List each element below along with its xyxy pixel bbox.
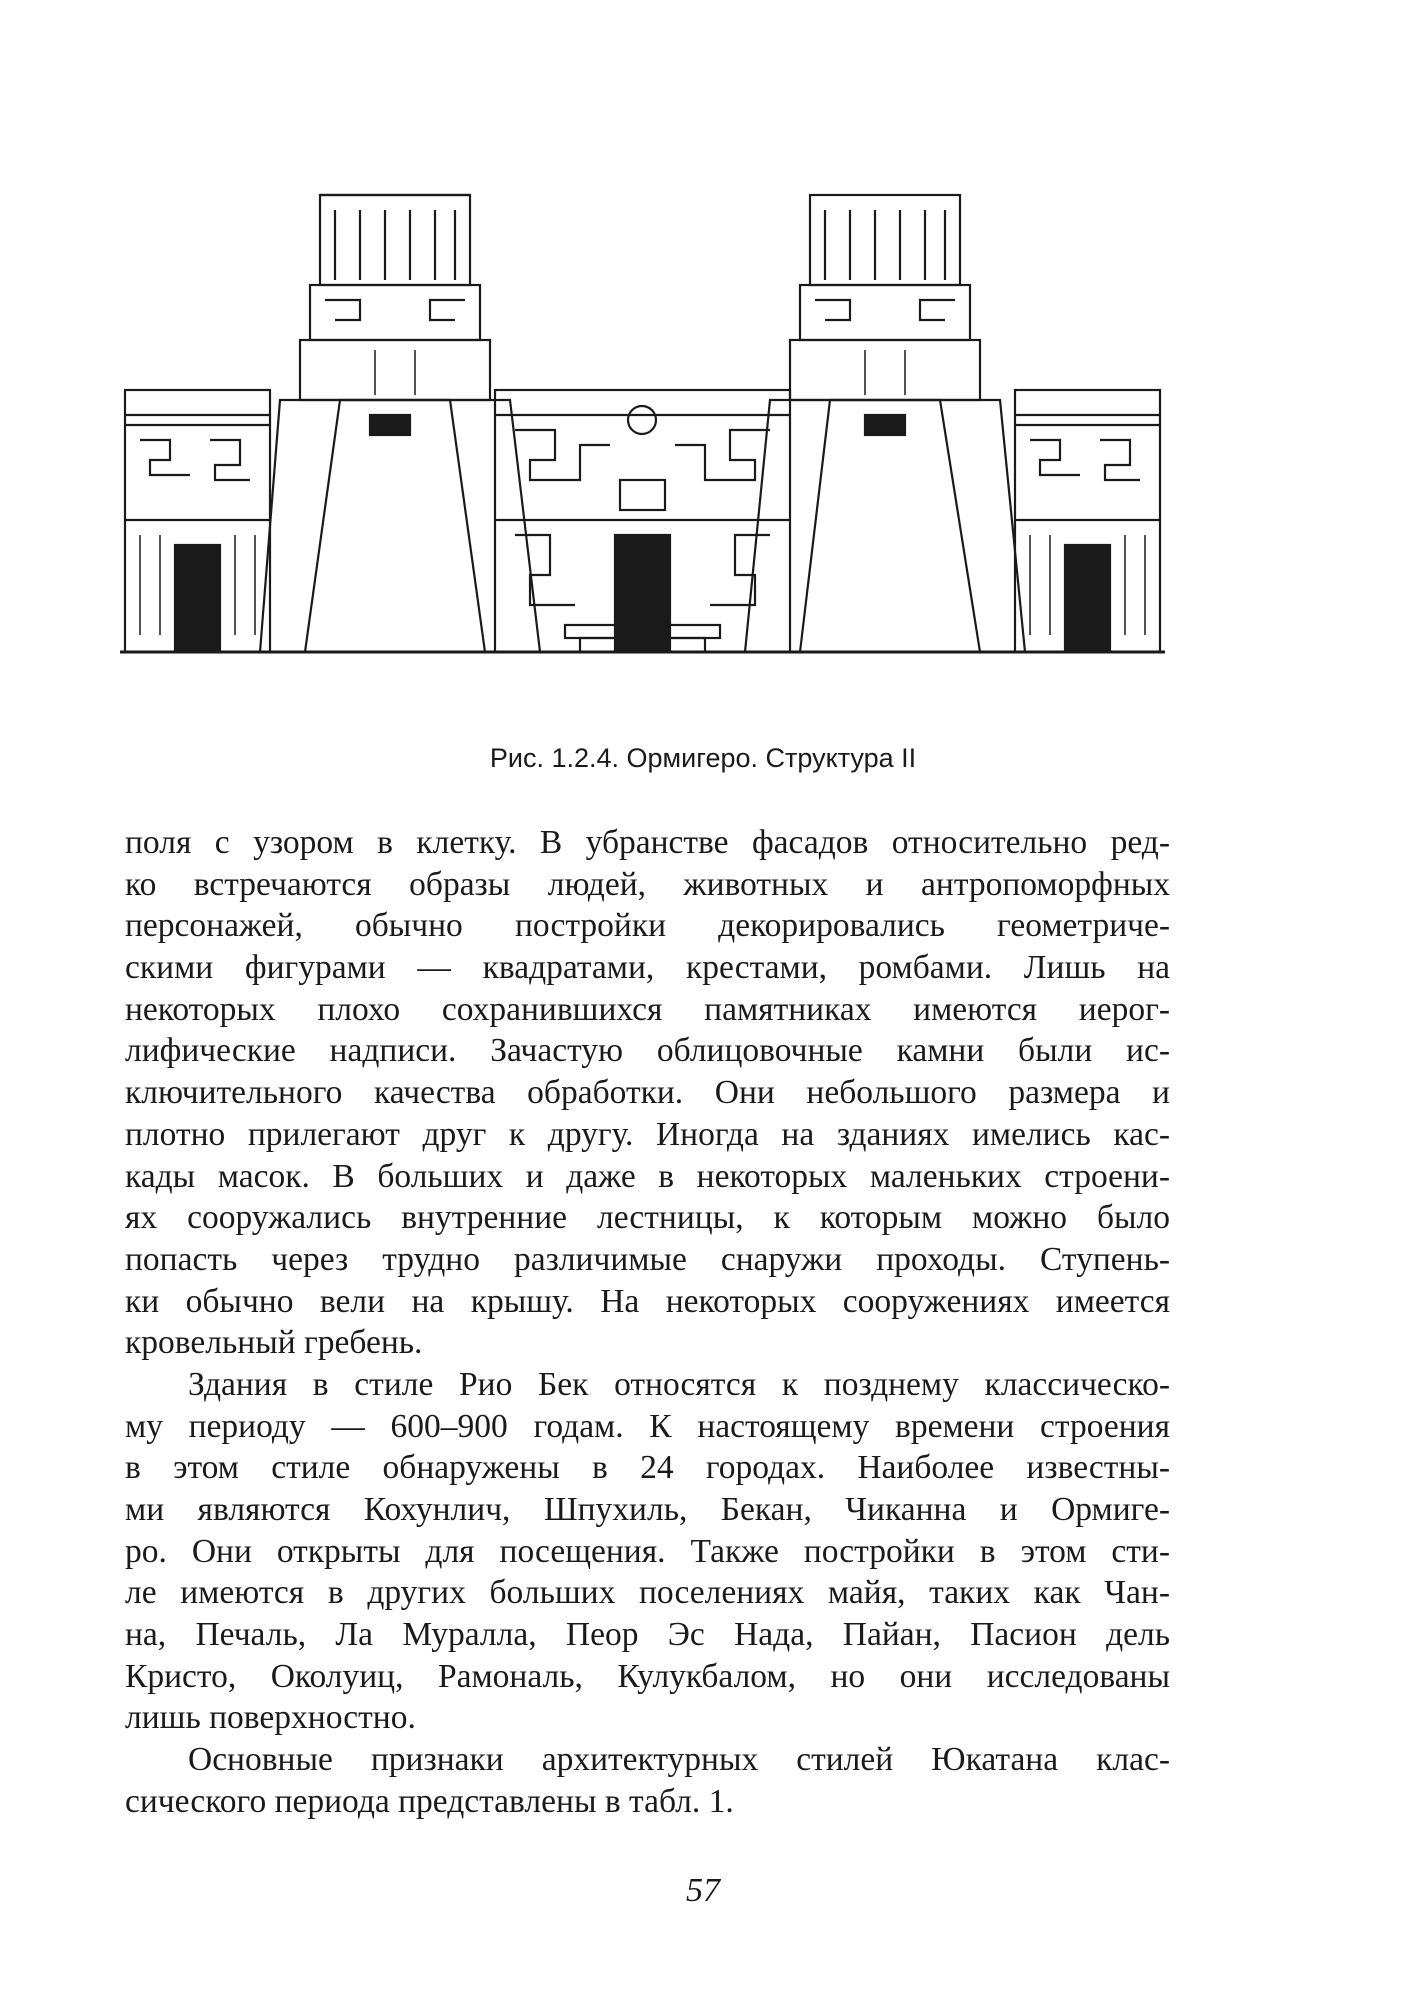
text-line: сического периода представлены в табл. 1. <box>125 1782 734 1820</box>
text-line: скими фигурами — квадратами, крестами, ромбами. Лишь на <box>125 949 1170 987</box>
text-line: ро. Они открыты для посещения. Также постройки в этом сти- <box>125 1532 1170 1570</box>
text-line: ле имеются в других больших поселениях майя, таких как Чан- <box>125 1574 1170 1612</box>
text-line: на, Печаль, Ла Муралла, Пеор Эс Нада, Пайан, Пасион дель <box>125 1616 1170 1654</box>
paragraph <box>125 822 1170 1364</box>
temple-drawing-icon <box>120 190 1165 710</box>
text-line: в этом стиле обнаружены в 24 городах. Наиболее известны- <box>125 1449 1170 1487</box>
text-line: кровельный гребень. <box>125 1324 423 1362</box>
text-line: ях сооружались внутренние лестницы, к которым можно было <box>125 1199 1170 1237</box>
text-line: Основные признаки архитектурных стилей Юкатана клас- <box>188 1741 1170 1779</box>
text-line: Кристо, Околуиц, Рамональ, Кулукбалом, но они исследованы <box>125 1657 1170 1695</box>
text-line: ко встречаются образы людей, животных и антропоморфных <box>125 865 1170 903</box>
text-line: му периоду — 600–900 годам. К настоящему времени строения <box>125 1407 1170 1445</box>
text-line: плотно прилегают друг к другу. Иногда на зданиях имелись кас- <box>125 1115 1170 1153</box>
text-line: персонажей, обычно постройки декорировались геометриче- <box>125 907 1170 945</box>
text-line: некоторых плохо сохранившихся памятниках имеются иерог- <box>125 990 1170 1028</box>
text-line: ки обычно вели на крышу. На некоторых сооружениях имеется <box>125 1282 1170 1320</box>
page-number: 57 <box>686 1872 720 1909</box>
text-line: кады масок. В больших и даже в некоторых маленьких строени- <box>125 1157 1170 1195</box>
text-line: попасть через трудно различимые снаружи проходы. Ступень- <box>125 1240 1170 1278</box>
text-line: поля с узором в клетку. В убранстве фасадов относительно ред- <box>125 824 1170 861</box>
text-line: лишь поверхностно. <box>125 1699 416 1737</box>
paragraph <box>125 1364 1170 1739</box>
figure-caption: Рис. 1.2.4. Ормигеро. Структура II <box>489 743 917 773</box>
text-line: ми являются Кохунлич, Шпухиль, Бекан, Чиканна и Ормиге- <box>125 1491 1170 1528</box>
text-line: Здания в стиле Рио Бек относятся к позднему классическо- <box>188 1365 1170 1403</box>
paragraph <box>125 1739 1170 1822</box>
text-line: ключительного качества обработки. Они небольшого размера и <box>125 1074 1170 1112</box>
text-line: лифические надписи. Зачастую облицовочные камни были ис- <box>125 1032 1170 1070</box>
figure-temple-drawing <box>120 190 1165 710</box>
body-text <box>125 822 1170 1823</box>
